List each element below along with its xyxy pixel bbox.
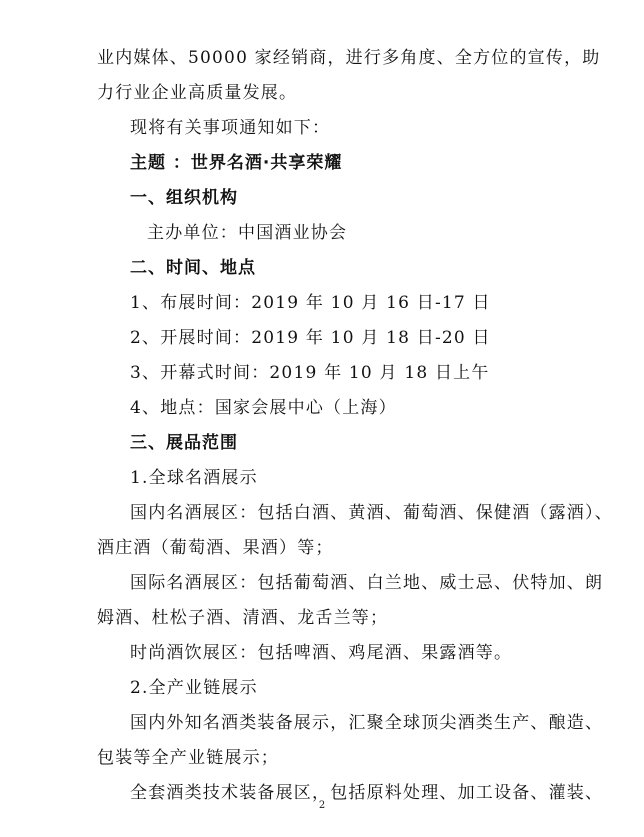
page-number: 2 (318, 800, 326, 811)
venue-line: 4、地点：国家会展中心（上海） (130, 398, 397, 418)
industry-chain-line-2: 包装等全产业链展示； (97, 748, 279, 768)
subsection-industry-chain: 2.全产业链展示 (130, 678, 258, 698)
international-zone-line-2: 姆酒、杜松子酒、清酒、龙舌兰等； (97, 608, 389, 628)
domestic-zone-line-1: 国内名酒展区：包括白酒、黄酒、葡萄酒、保健酒（露酒）、 (130, 503, 613, 523)
international-zone-line-1: 国际名酒展区：包括葡萄酒、白兰地、威士忌、伏特加、朗 (130, 573, 604, 593)
section-heading-organization: 一、组织机构 (130, 188, 238, 208)
notice-intro: 现将有关事项通知如下： (130, 118, 331, 138)
equipment-zone-line: 全套酒类技术装备展区，包括原料处理、加工设备、灌装、 (130, 783, 604, 803)
section-heading-exhibits: 三、展品范围 (130, 433, 238, 453)
theme-heading: 主题 ：世界名酒·共享荣耀 (130, 153, 343, 173)
fashion-zone-line: 时尚酒饮展区：包括啤酒、鸡尾酒、果露酒等。 (130, 643, 513, 663)
exhibition-time-line: 2、开展时间：2019 年 10 月 18 日-20 日 (130, 328, 491, 348)
opening-time-line: 3、开幕式时间：2019 年 10 月 18 日上午 (130, 363, 490, 383)
industry-chain-line-1: 国内外知名酒类装备展示，汇聚全球顶尖酒类生产、酿造、 (130, 713, 604, 733)
paragraph-line-1: 业内媒体、50000 家经销商，进行多角度、全方位的宣传，助 (97, 48, 601, 68)
domestic-zone-line-2: 酒庄酒（葡萄酒、果酒）等； (97, 538, 334, 558)
subsection-global-liquor: 1.全球名酒展示 (130, 468, 258, 488)
organizer-line: 主办单位：中国酒业协会 (147, 223, 348, 243)
paragraph-line-2: 力行业企业高质量发展。 (97, 83, 298, 103)
section-heading-time-place: 二、时间、地点 (130, 258, 256, 278)
setup-time-line: 1、布展时间：2019 年 10 月 16 日-17 日 (130, 293, 491, 313)
